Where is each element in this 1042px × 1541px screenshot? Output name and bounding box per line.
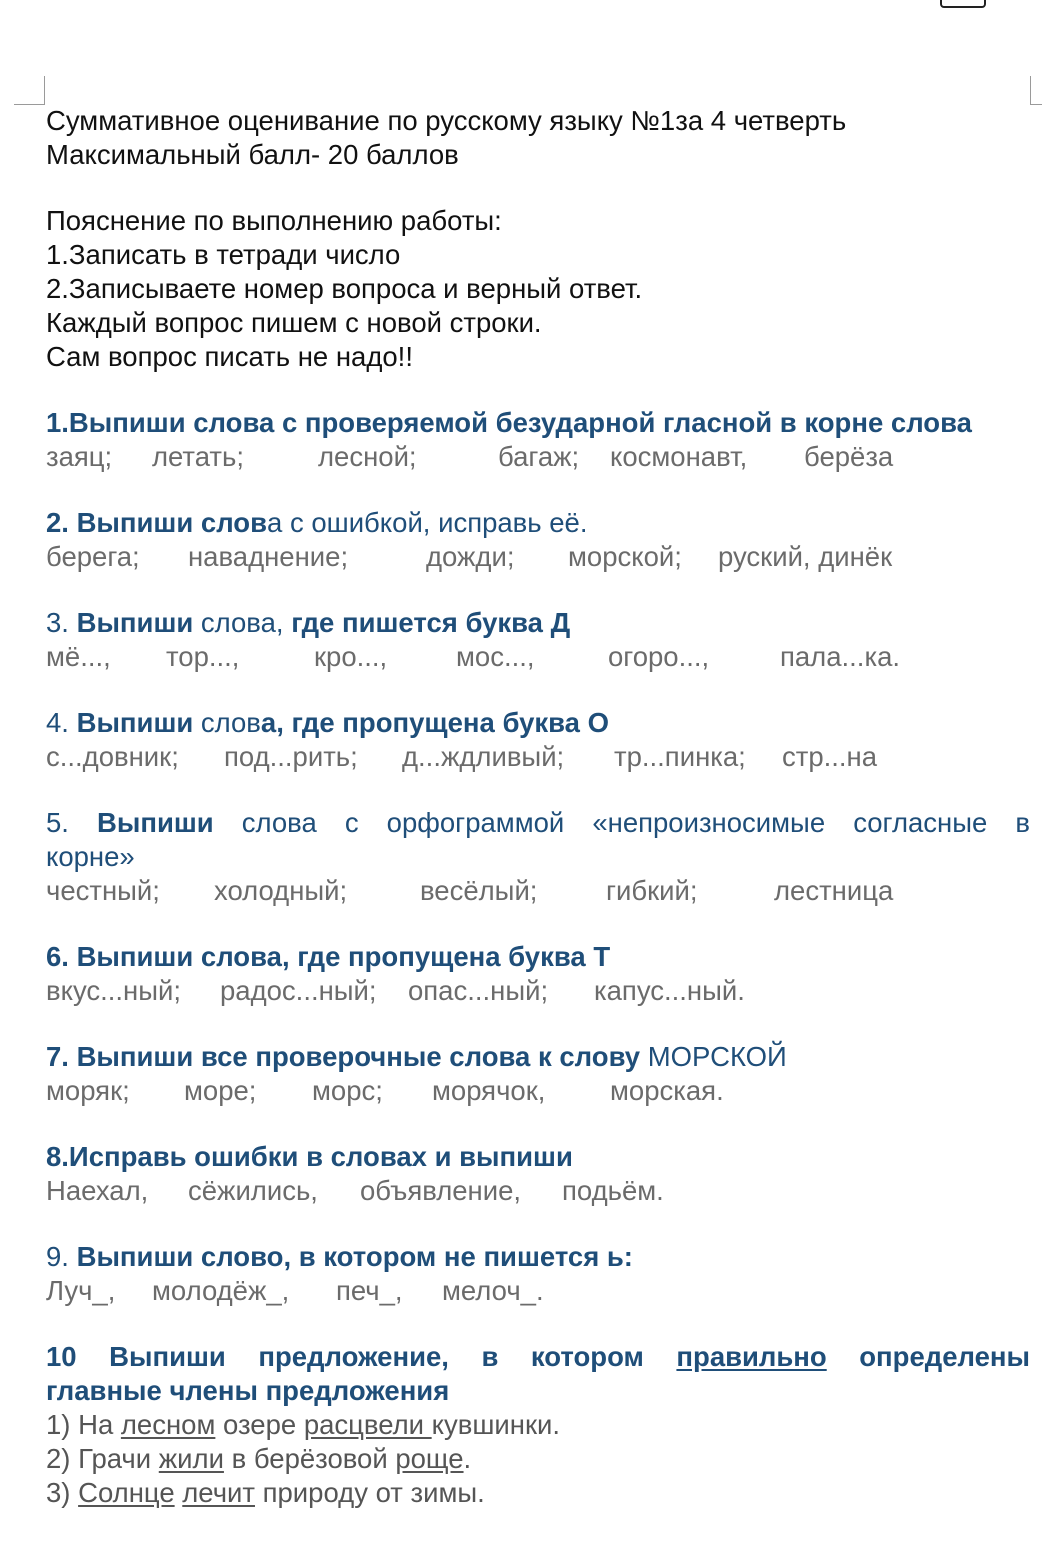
instruction-line: Сам вопрос писать не надо!! (46, 341, 413, 372)
question-2-options (46, 540, 1030, 574)
option-word: подьём. (562, 1175, 664, 1206)
option-word: огоро..., (608, 641, 710, 672)
question-10-underlined-word: правильно (676, 1341, 827, 1372)
underlined-word: роще (395, 1443, 464, 1474)
option-word: берега; (46, 541, 140, 572)
sentence-option-2 (46, 1442, 1030, 1476)
option-word: морской; (568, 541, 682, 572)
question-5-line2: корне» (46, 841, 135, 872)
question-4 (46, 706, 1030, 774)
option-word: пала...ка. (780, 641, 901, 672)
question-1-options (46, 440, 1030, 474)
sentence-option-3 (46, 1476, 1030, 1510)
sentence-text: в берёзовой (223, 1443, 396, 1474)
option-word: берёза (804, 441, 894, 472)
option-word: молодёж_, (152, 1275, 290, 1306)
option-word: морская. (610, 1075, 724, 1106)
option-word: мё..., (46, 641, 111, 672)
option-word: весёлый; (420, 875, 538, 906)
option-word: с...довник; (46, 741, 179, 772)
question-8 (46, 1140, 1030, 1208)
question-3-text (46, 606, 1030, 640)
instructions-block (46, 204, 1030, 374)
sentence-text: кувшинки. (431, 1409, 560, 1440)
option-word: летать; (152, 441, 244, 472)
question-5-rest: слова с орфограммой «непроизносимые согласные в (213, 807, 1030, 838)
question-9-task: Выпиши слово, в котором не пишется ь: (76, 1241, 633, 1272)
option-word: морячок, (432, 1075, 546, 1106)
question-3-options (46, 640, 1030, 674)
option-word: море; (184, 1075, 257, 1106)
question-5 (46, 806, 1030, 908)
option-word: мелоч_. (442, 1275, 544, 1306)
question-7-word: МОРСКОЙ (640, 1041, 787, 1072)
option-word: лестница (774, 875, 894, 906)
question-8-text: 8.Исправь ошибки в словах и выпиши (46, 1141, 573, 1172)
question-1-text: 1.Выпиши слова с проверяемой безударной гласной в корне слова (46, 407, 972, 438)
option-word: опас...ный; (408, 975, 549, 1006)
question-4-text (46, 706, 1030, 740)
option-word: сёжились, (188, 1175, 318, 1206)
option-word: тор..., (166, 641, 240, 672)
instruction-line: 1.Записать в тетради число (46, 239, 401, 270)
option-word: дожди; (426, 541, 515, 572)
underlined-word: расцвели (303, 1409, 432, 1440)
question-6-text: 6. Выпиши слова, где пропущена буква Т (46, 941, 611, 972)
question-9 (46, 1240, 1030, 1308)
option-word: моряк; (46, 1075, 130, 1106)
instruction-line: Каждый вопрос пишем с новой строки. (46, 307, 542, 338)
sentence-text: 1) На (46, 1409, 121, 1440)
question-9-number: 9. (46, 1241, 77, 1272)
toolbar-button[interactable] (940, 0, 986, 8)
option-word: радос...ный; (220, 975, 377, 1006)
option-word: объявление, (360, 1175, 522, 1206)
option-word: космонавт, (610, 441, 748, 472)
question-4-number: 4. (46, 707, 77, 738)
option-word: заяц; (46, 441, 113, 472)
question-6 (46, 940, 1030, 1008)
question-10-text (46, 1340, 1030, 1374)
option-word: холодный; (214, 875, 348, 906)
sentence-text: 3) (46, 1477, 79, 1508)
underlined-word: жили (158, 1443, 224, 1474)
option-word: честный; (46, 875, 160, 906)
option-word: гибкий; (606, 875, 698, 906)
question-9-options (46, 1274, 1030, 1308)
option-word: морс; (312, 1075, 383, 1106)
question-2-text (46, 506, 1030, 540)
question-7 (46, 1040, 1030, 1108)
option-word: под...рить; (224, 741, 358, 772)
question-7-lead: 7. Выпиши все проверочные слова к слову (46, 1041, 641, 1072)
question-3-mid: слова, (193, 607, 292, 638)
document-page (46, 104, 1030, 1510)
question-3-number: 3. (46, 607, 77, 638)
question-5-number: 5. (46, 807, 98, 838)
option-word: д...ждливый; (402, 741, 565, 772)
question-1 (46, 406, 1030, 474)
option-word: стр...на (782, 741, 878, 772)
question-7-options (46, 1074, 1030, 1108)
sentence-text: 2) Грачи (46, 1443, 159, 1474)
question-10 (46, 1340, 1030, 1510)
question-3 (46, 606, 1030, 674)
question-10-lead: 10 Выпиши предложение, в котором (46, 1341, 677, 1372)
max-score: Максимальный балл- 20 баллов (46, 139, 459, 170)
sentence-option-1 (46, 1408, 1030, 1442)
question-4-options (46, 740, 1030, 774)
option-word: печ_, (336, 1275, 403, 1306)
option-word: кро..., (314, 641, 388, 672)
question-7-text (46, 1040, 1030, 1074)
option-word: Наехал, (46, 1175, 149, 1206)
option-word: лесной; (318, 441, 417, 472)
option-word: багаж; (498, 441, 580, 472)
question-3-verb: Выпиши (76, 607, 194, 638)
question-5-options (46, 874, 1030, 908)
page-corner-mark-right (1030, 76, 1042, 105)
question-10-tail: определены (826, 1341, 1030, 1372)
question-4-condition: а, где пропущена буква О (260, 707, 609, 738)
option-word: руский, динёк (718, 541, 893, 572)
question-8-options (46, 1174, 1030, 1208)
instruction-line: 2.Записываете номер вопроса и верный ответ. (46, 273, 643, 304)
question-3-condition: где пишется буква Д (291, 607, 571, 638)
option-word: тр...пинка; (614, 741, 746, 772)
sentence-text: озере (215, 1409, 304, 1440)
option-word: капус...ный. (594, 975, 745, 1006)
question-5-verb: Выпиши (97, 807, 214, 838)
option-word: Луч_, (46, 1275, 116, 1306)
question-4-verb: Выпиши (76, 707, 194, 738)
sentence-text: . (463, 1443, 472, 1474)
page-corner-mark-left (14, 76, 45, 105)
instructions-heading: Пояснение по выполнению работы: (46, 205, 502, 236)
document-title: Суммативное оценивание по русскому языку №1за 4 четверть (46, 105, 847, 136)
option-word: наваднение; (188, 541, 349, 572)
question-4-mid: слов (193, 707, 261, 738)
underlined-word: лечит (182, 1477, 255, 1508)
option-word: мос..., (456, 641, 535, 672)
cropped-top-toolbar (0, 0, 1042, 10)
question-2-lead: 2. Выпиши слов (46, 507, 268, 538)
question-2 (46, 506, 1030, 574)
option-word: вкус...ный; (46, 975, 182, 1006)
question-5-text (46, 806, 1030, 840)
question-6-options (46, 974, 1030, 1008)
question-9-text (46, 1240, 1030, 1274)
question-10-line2: главные члены предложения (46, 1375, 450, 1406)
sentence-text: природу от зимы. (254, 1477, 485, 1508)
question-2-rest: а с ошибкой, исправь её. (267, 507, 588, 538)
underlined-word: лесном (120, 1409, 216, 1440)
underlined-word: Солнце (78, 1477, 175, 1508)
